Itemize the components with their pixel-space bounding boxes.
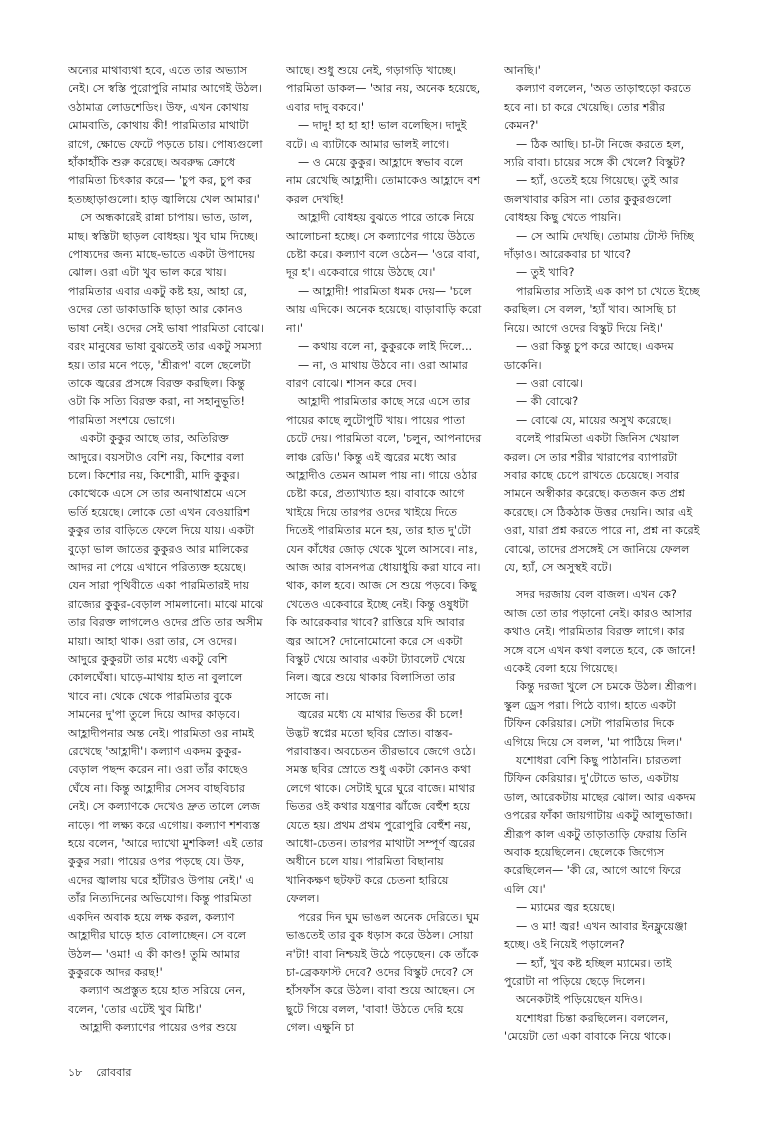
paragraph: — কথায় বলে না, কুকুরকে লাই দিলে... xyxy=(298,340,473,354)
paragraph: জ্বরের মধ্যে যে মাথার ভিতর কী চলে! উদ্ভট স্বপ্নের মতো ছবির স্রোত। বাস্তব-পরাবাস্তব। অবচেতন তীরভাবে জেগে ওঠে। সমস্ত ছবির স্রোতে শুধু একটা কোনও কথা লেগে থাকে। সেটাই ঘুরে ঘুরে বাজে। মাথার ভিতর ওই কথার যন্ত্রণার ঝাঁজে বেহুঁশ হয়ে যেতে হয়। প্রথম প্রথম পুরোপুরি বেহুঁশ নয়, আধো-চেতন। তারপর মাথাটা সম্পূর্ণ জ্বরের অধীনে চলে যায়। পারমিতা বিছানায় খানিকক্ষণ ছটফট করে চেতনা হারিয়ে ফেলল। xyxy=(286,708,476,906)
paragraph: কল্যাণ বললেন, 'অত তাড়াহুড়ো করতে হবে না। চা করে খেয়েছি। তোর শরীর কেমন?' xyxy=(504,82,692,133)
paragraph: সদর দরজায় বেল বাজল। এখন কে? আজ তো তার পড়ানো নেই। কারও আসার কথাও নেই। পারমিতার বিরক্ত লাগে। কার সঙ্গে বসে এখন কথা বলতে হবে, কে জানে! একেই বেলা হয়ে গিয়েছে। xyxy=(504,588,697,675)
column-2 xyxy=(286,62,482,1047)
paragraph: পারমিতার সত্যিই এক কাপ চা খেতে ইচ্ছে করছিল। সে বলল, 'হ্যাঁ খাব। আসছি চা নিয়ে। আগে ওদের বিস্কুট দিয়ে নিই।' xyxy=(504,284,700,335)
paragraph: — ও মা! জ্বর! এখন আবার ইনফ্লুয়েঞ্জা হচ্ছে। ওই নিয়েই পড়ালেন? xyxy=(504,919,688,952)
paragraph: — দাদু! হা হা হা! ভাল বলেছিস। দাদুই বটে। এ ব্যাটাকে আমার ভালই লাগে। xyxy=(286,119,467,151)
page-number: ১৮ xyxy=(68,1066,83,1079)
paragraph: কল্যাণ অপ্রস্তুত হয়ে হাত সরিয়ে নেন, বলেন, 'তোর এটেই খুব মিষ্টি।' xyxy=(68,984,246,1016)
paragraph: আছে। শুধু শুয়ে নেই, গড়াগড়ি খাচ্ছে। পারমিতা ডাকল— 'আর নয়, অনেক হয়েছে, এবার দাদু বকবে।' xyxy=(286,64,481,114)
paragraph: — ও মেয়ে কুকুর। আহ্লাদে স্বভাব বলে নাম রেখেছি আহ্লাদী। তোমাকেও আহ্লাদে বশ করল দেখছি! xyxy=(286,156,481,206)
paragraph: — বোঝে যে, মায়ের অসুখ করেছে। xyxy=(516,413,672,427)
paragraph: — সে আমি দেখছি। তোমায় টোস্ট দিচ্ছি দাঁড়াও। আরেকবার চা খাবে? xyxy=(504,229,694,262)
column-1 xyxy=(68,62,264,1047)
column-3 xyxy=(504,62,700,1047)
paragraph: অনেকটাই পড়িয়েছেন যদিও। xyxy=(516,993,643,1007)
paragraph: — ঠিক আছি। চা-টা নিজে করতে হল, স্যরি বাবা। চায়ের সঙ্গে কী খেলে? বিস্কুট? xyxy=(504,137,686,170)
paragraph: — আহ্লাদী! পারমিতা ধমক দেয়— 'চলে আয় এদিকে। অনেক হয়েছে। বাড়াবাড়ি করো না।' xyxy=(286,284,482,335)
paragraph: — না, ও মাথায় উঠবে না। ওরা আমার বারণ বোঝে। শাসন করে দেব। xyxy=(286,358,468,390)
paragraph: অন্যের মাথাব্যথা হবে, এতে তার অভ্যাস নেই। সে স্বস্তি পুরোপুরি নামার আগেই উঠল। ওঠামাত্র লোডশেডিং। উফ, এখন কোথায় মোমবাতি, কোথায় কী! পারমিতার মাথাটা রাগে, ক্ষোভে ফেটে পড়তে চায়। পোষ্যগুলো হাঁকাহাঁকি শুরু করেছে। অবরুদ্ধ ক্রোধে পারমিতা চিৎকার করে— 'চুপ কর, চুপ কর হতচ্ছাড়াগুলো। হাড় জ্বালিয়ে খেল আমার।' xyxy=(68,64,263,206)
paragraph: পরের দিন ঘুম ভাঙল অনেক দেরিতে। ঘুম ভাঙতেই তার বুক ধড়াস করে উঠল। সোয়া ন'টা! বাবা নিশ্চয়ই উঠে পড়েছেন। কে তাঁকে চা-ব্রেকফাস্ট দেবে? ওদের বিস্কুট দেবে? সে হাঁসফাঁস করে উঠল। বাবা শুয়ে আছেন। সে ছুটে গিয়ে বলল, 'বাবা! উঠতে দেরি হয়ে গেল। এক্ষুনি চা xyxy=(286,910,480,1035)
paragraph: কিন্তু দরজা খুলে সে চমকে উঠল। শ্রীরূপ। স্কুল ড্রেস পরা। পিঠে ব্যাগ। হাতে একটা টিফিন কেরিয়ার। সেটা পারমিতার দিকে এগিয়ে দিয়ে সে বলল, 'মা পাঠিয়ে দিল।' xyxy=(504,680,697,749)
paragraph: আনছি।' xyxy=(504,64,541,77)
paragraph: আহ্লাদী বোধহয় বুঝতে পারে তাকে নিয়ে আলোচনা হচ্ছে। সে কল্যাণের গায়ে উঠতে চেষ্টা করে। কল্যাণ বলে ওঠেন— 'ওরে বাবা, দূর হ'। একেবারে গায়ে উঠছে যে।' xyxy=(286,211,480,280)
paragraph: বলেই পারমিতা একটা জিনিস খেয়াল করল। সে তার শরীর খারাপের ব্যাপারটা সবার কাছে চেপে রাখতে চেয়েছে। সবার সামনে অস্বীকার করেছে। কতজন কত প্রশ্ন করেছে। সে ঠিকঠাক উত্তর দেয়নি। আর এই ওরা, যারা প্রশ্ন করতে পারে না, প্রশ্ন না করেই বোঝে, তাদের প্রসঙ্গেই সে জানিয়ে ফেলল যে, হ্যাঁ, সে অসুস্থই বটে। xyxy=(504,432,700,574)
paragraph: — তুই খাবি? xyxy=(516,266,575,280)
paragraph: যশোধরা বেশি কিছু পাঠাননি। চারতলা টিফিন কেরিয়ার। দু'টোতে ভাত, একটায় ডাল, আরেকটায় মাছের ঝোল। আর একদম ওপরের ফাঁকা জায়গাটায় একটু আলুভাজা। শ্রীরূপ কাল একটু তাড়াতাড়ি ফেরায় তিনি অবাক হয়েছিলেন। ছেলেকে জিগ্যেস করেছিলেন— 'কী রে, আগে আগে ফিরে এলি যে।' xyxy=(504,754,696,896)
paragraph: — হ্যাঁ, খুব কষ্ট হচ্ছিল ম্যামের। তাই পুরোটা না পড়িয়ে ছেড়ে দিলেন। xyxy=(504,956,672,988)
paragraph: একটা কুকুর আছে তার, অতিরিক্ত আদুরে। বয়সটাও বেশি নয়, কিশোর বলা চলে। কিশোর নয়, কিশোরী, মাদি কুকুর। কোত্থেকে এসে সে তার অনাথাশ্রমে এসে ভর্তি হয়েছে। লোকে তো এখন বেওয়ারিশ কুকুর তার বাড়িতে ফেলে দিয়ে যায়। একটা বুড়ো ভাল জাতের কুকুরও আর মালিকের আদর না পেয়ে এখানে পরিত্যক্ত হয়েছে। যেন সারা পৃথিবীতে একা পারমিতারই দায় রাজ্যের কুকুর-বেড়াল সামলানো। মাঝে মাঝে তার বিরক্ত লাগলেও ওদের প্রতি তার অসীম মায়া। আহা থাক। ওরা তার, সে ওদের। আদুরে কুকুরটা তার মধ্যে একটু বেশি কোলঘেঁষা। ঘাড়ে-মাথায় হাত না বুলালে খাবে না। থেকে থেকে পারমিতার বুকে সামনের দু'পা তুলে দিয়ে আদর কাড়বে। আহ্লাদীপনার অন্ত নেই। পারমিতা ওর নামই রেখেছে 'আহ্লাদী'। কল্যাণ একদম কুকুর-বেড়াল পছন্দ করেন না। ওরা তাঁর কাছেও ঘেঁষে না। কিন্তু আহ্লাদীর সেসব বাছবিচার নেই। সে কল্যাণকে দেখেও দ্রুত তালে লেজ নাড়ে। পা লক্ষ্য করে এগোয়। কল্যাণ শশব্যস্ত হয়ে বলেন, 'আরে দ্যাখো মুশকিল! এই তোর কুকুর সরা। পায়ের ওপর পড়ছে যে। উফ, এদের জ্বালায় ঘরে হাঁটারও উপায় নেই।' এ তাঁর নিত্যদিনের অভিযোগ। কিন্তু পারমিতা একদিন অবাক হয়ে লক্ষ করল, কল্যাণ আহ্লাদীর ঘাড়ে হাত বোলাচ্ছেন। সে বলে উঠল— 'ওমা! এ কী কাণ্ড! তুমি আমার কুকুরকে আদর করছ!' xyxy=(68,432,264,979)
paragraph: — ম্যামের জ্বর হয়েছে। xyxy=(516,901,616,915)
paragraph: আহ্লাদী কল্যাণের পায়ের ওপর শুয়ে xyxy=(80,1021,237,1035)
page-footer xyxy=(68,1064,131,1083)
magazine-name: রোববার xyxy=(96,1066,132,1079)
paragraph: সে অন্ধকারেই রান্না চাপায়। ভাত, ডাল, মাছ। স্বস্তিটা ছাড়ল বোধহয়। খুব ঘাম দিচ্ছে। পোষ্যদের জন্য মাছে-ভাতে একটা উপাদেয় ঝোল। ওরা এটা খুব ভাল করে খায়। পারমিতার এবার একটু কষ্ট হয়, আহা রে, ওদের তো ডাকাডাকি ছাড়া আর কোনও ভাষা নেই। ওদের সেই ভাষা পারমিতা বোঝে। বরং মানুষের ভাষা বুঝতেই তার একটু সমস্যা হয়। তার মনে পড়ে, 'শ্রীরূপ' বলে ছেলেটা তাকে জ্বরের প্রসঙ্গে বিরক্ত করছিল। কিন্তু ওটা কি সত্যি বিরক্ত করা, না সহানুভূতি! পারমিতা সংশয়ে ভোগে। xyxy=(68,211,264,427)
paragraph: যশোধরা চিন্তা করছিলেন। বললেন, 'মেয়েটা তো একা বাবাকে নিয়ে থাকে। xyxy=(504,1011,671,1044)
paragraph: — ওরা বোঝে। xyxy=(516,376,583,390)
paragraph: — কী বোঝে? xyxy=(516,395,579,409)
footer-spacer xyxy=(86,1066,93,1079)
paragraph: আহ্লাদী পারমিতার কাছে সরে এসে তার পায়ের কাছে লুটোপুটি খায়। পায়ের পাতা চেটে দেয়। পারমিতা বলে, 'চলুন, আপনাদের লাঞ্চ রেডি।' কিন্তু এই জ্বরের মধ্যে আর আহ্লাদীও তেমন আমল পায় না। গায়ে ওঠার চেষ্টা করে, প্রত্যাখ্যাত হয়। বাবাকে আগে খাইয়ে দিয়ে তারপর ওদের খাইয়ে দিতে দিতেই পারমিতার মনে হয়, তার হাত দু'টো যেন কাঁধের জোড় থেকে খুলে আসবে। নাঃ, আজ আর বাসনপত্র ধোয়াধুয়ি করা যাবে না। থাক, কাল হবে। আজ সে শুয়ে পড়বে। কিছু খেতেও একেবারে ইচ্ছে নেই। কিন্তু ওষুধটা কি আরেকবার খাবে? রাত্তিরে যদি আবার জ্বর আসে? দোনোমোনো করে সে একটা বিস্কুট খেয়ে আবার একটা ট্যাবলেট খেয়ে নিল। জ্বরে শুয়ে থাকার বিলাসিতা তার সাজে না। xyxy=(286,395,482,703)
paragraph: — ওরা কিন্তু চুপ করে আছে। একদম ডাকেনি। xyxy=(504,340,674,372)
paragraph: — হ্যাঁ, ওতেই হয়ে গিয়েছে। তুই আর জলখাবার করিস না। তোর কুকুরগুলো বোধহয় কিছু খেতে পায়নি। xyxy=(504,174,679,225)
text-columns xyxy=(68,62,700,1047)
